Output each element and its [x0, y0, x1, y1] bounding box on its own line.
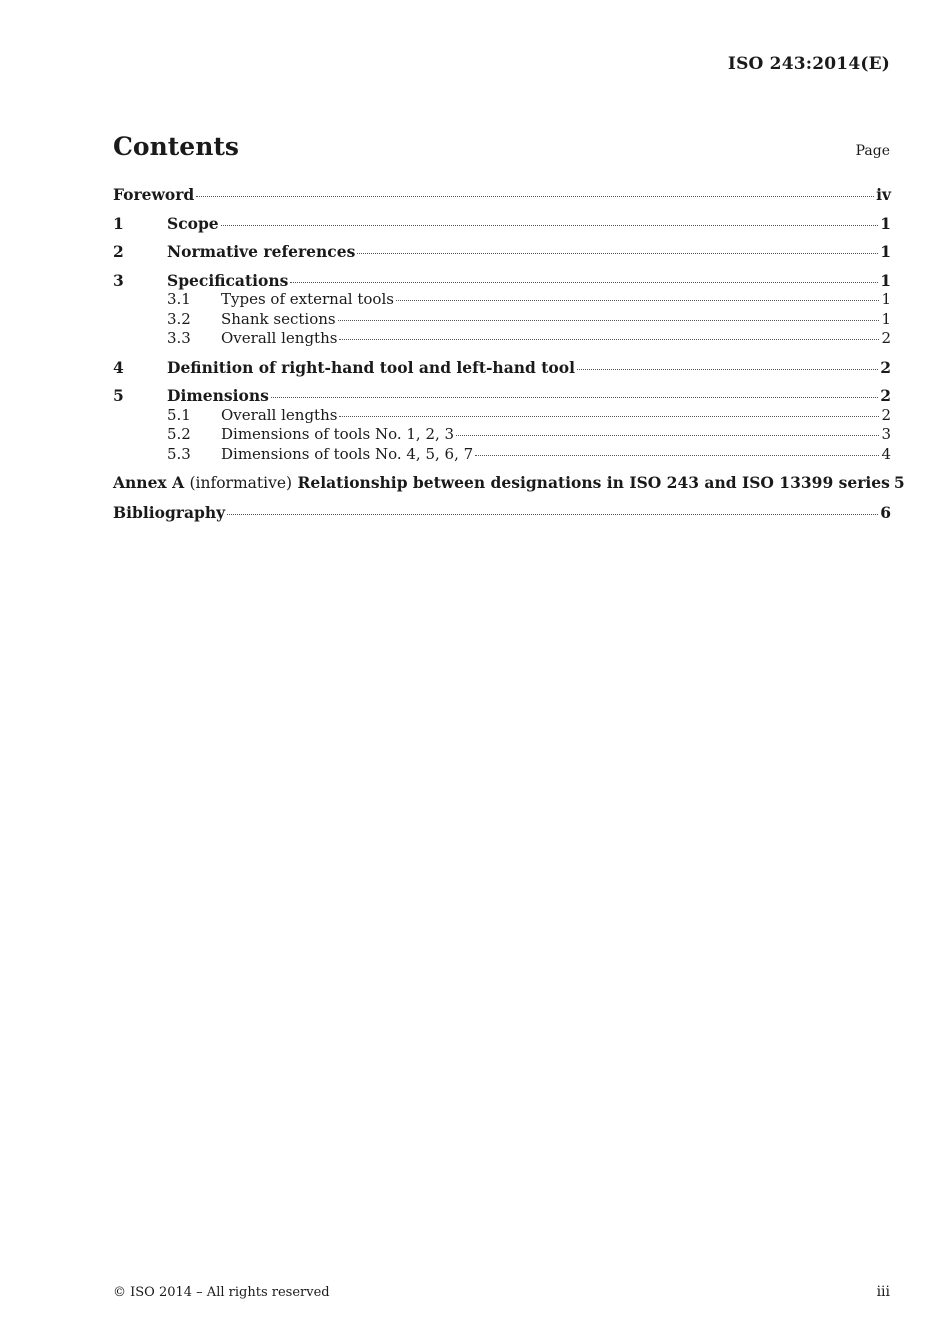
dot-leader — [357, 253, 878, 254]
toc-entry-dimensions-tools-1-3[interactable] — [113, 425, 891, 445]
annex-qualifier: (informative) — [189, 474, 293, 492]
toc-entry-overall-lengths-3-3[interactable] — [113, 329, 891, 349]
toc-number: 5.2 — [167, 425, 191, 443]
dot-leader — [396, 300, 879, 301]
toc-page: 2 — [881, 405, 891, 424]
toc-number: 3.3 — [167, 329, 191, 347]
toc-title: Overall lengths — [221, 329, 338, 347]
dot-leader — [221, 225, 879, 226]
dot-leader — [290, 282, 878, 283]
toc-entry-shank-sections[interactable] — [113, 310, 891, 330]
footer-copyright: © ISO 2014 – All rights reserved — [113, 1285, 330, 1300]
toc-entry-scope[interactable] — [113, 214, 891, 234]
toc-page: iv — [876, 185, 891, 204]
page-column-label: Page — [855, 143, 890, 159]
toc-page: 2 — [880, 357, 891, 377]
toc-entry-specifications[interactable] — [113, 271, 891, 291]
toc-title — [113, 473, 890, 494]
dot-leader — [475, 455, 879, 456]
dot-leader — [227, 514, 878, 515]
toc-entry-normative-references[interactable] — [113, 242, 891, 262]
toc-title: Foreword — [113, 185, 195, 204]
toc-title: Normative references — [167, 242, 356, 261]
toc-entry-bibliography[interactable] — [113, 503, 891, 523]
dot-leader — [338, 320, 879, 321]
toc-page: 2 — [880, 386, 891, 405]
toc-number: 1 — [113, 213, 124, 233]
dot-leader — [196, 196, 874, 197]
toc-number: 5 — [113, 386, 124, 405]
toc-entry-annex-a[interactable] — [113, 473, 905, 494]
toc-title: Types of external tools — [221, 290, 394, 308]
toc-title: Specifications — [167, 270, 289, 290]
toc-title: Shank sections — [221, 309, 336, 328]
toc-title: Dimensions — [167, 386, 269, 405]
dot-leader — [339, 339, 879, 340]
toc-entry-overall-lengths-5-1[interactable] — [113, 406, 891, 426]
table-of-contents — [113, 185, 905, 522]
toc-entry-definition-right-left-hand[interactable] — [113, 358, 891, 378]
toc-entry-dimensions-tools-4-7[interactable] — [113, 445, 891, 465]
toc-number: 5.3 — [167, 444, 191, 463]
document-id: ISO 243:2014(E) — [727, 54, 890, 74]
toc-page: 1 — [880, 242, 891, 261]
toc-number: 3.1 — [167, 290, 191, 308]
toc-page: 2 — [881, 329, 891, 347]
toc-entry-foreword[interactable] — [113, 185, 891, 205]
toc-entry-dimensions[interactable] — [113, 386, 891, 406]
toc-page: 1 — [880, 213, 891, 233]
toc-number: 4 — [113, 357, 124, 377]
toc-number: 5.1 — [167, 405, 191, 424]
page-title: Contents — [113, 132, 240, 161]
toc-number: 2 — [113, 242, 124, 261]
toc-page: 1 — [881, 290, 891, 308]
footer-page-number: iii — [876, 1284, 890, 1300]
toc-page: 3 — [881, 425, 891, 443]
toc-title: Dimensions of tools No. 4, 5, 6, 7 — [221, 444, 474, 463]
toc-page: 1 — [880, 270, 891, 290]
toc-page: 4 — [881, 444, 891, 463]
toc-title: Dimensions of tools No. 1, 2, 3 — [221, 425, 455, 443]
toc-title: Definition of right-hand tool and left-hand tool — [167, 357, 575, 377]
dot-leader — [456, 435, 879, 436]
toc-number: 3 — [113, 270, 124, 290]
toc-entry-types-of-external-tools[interactable] — [113, 290, 891, 310]
toc-page: 6 — [880, 502, 891, 522]
toc-title: Bibliography — [113, 502, 226, 522]
dot-leader — [577, 369, 878, 370]
toc-title: Overall lengths — [221, 405, 338, 424]
toc-page: 1 — [881, 309, 891, 328]
toc-title: Scope — [167, 213, 219, 233]
toc-page: 5 — [893, 473, 905, 492]
dot-leader — [339, 416, 879, 417]
dot-leader — [271, 397, 878, 398]
toc-number: 3.2 — [167, 309, 191, 328]
annex-label: Annex A — [113, 473, 185, 492]
annex-title: Relationship between designations in ISO 243 and ISO 13399 series — [297, 473, 890, 492]
